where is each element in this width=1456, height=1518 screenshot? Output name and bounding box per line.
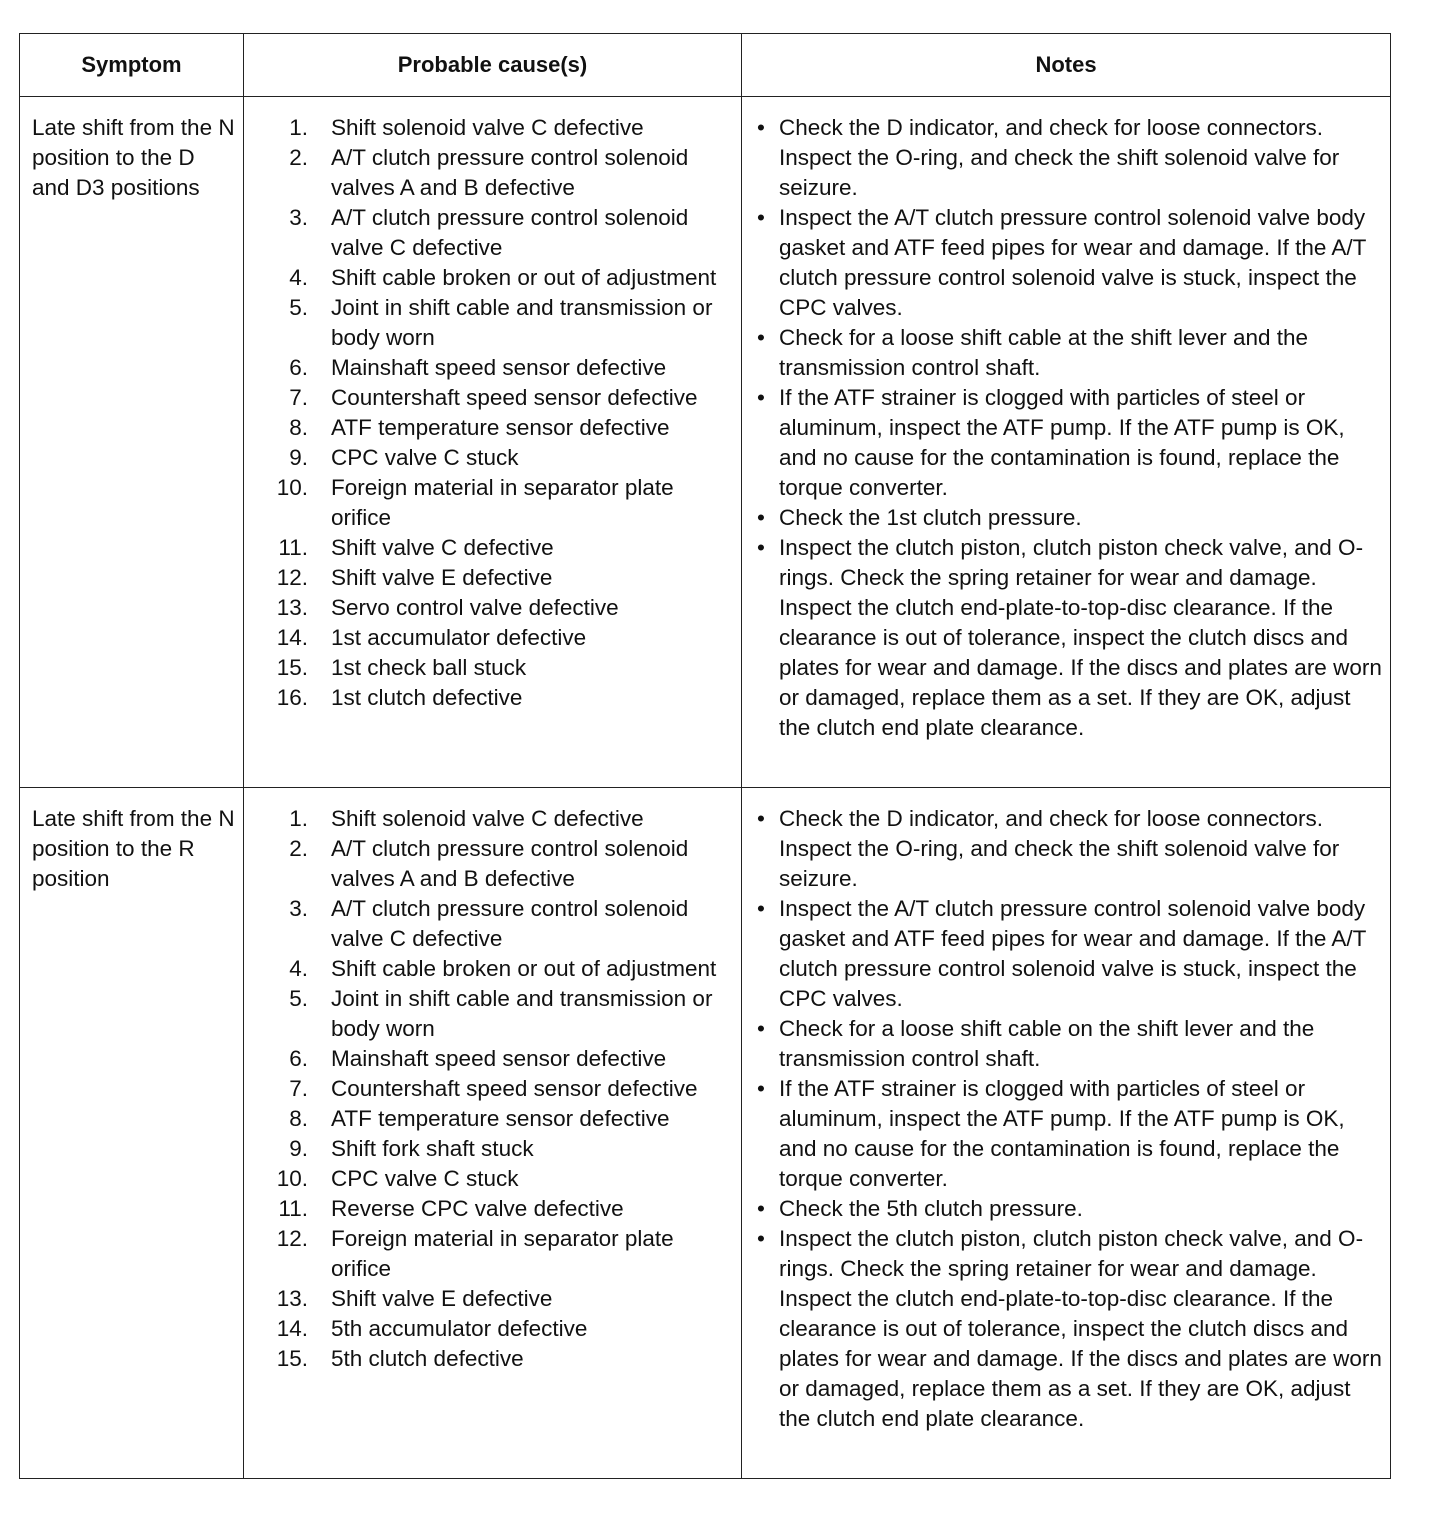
note-item xyxy=(742,1074,1382,1194)
cause-item xyxy=(244,1104,735,1134)
cause-item xyxy=(244,383,735,413)
notes-list xyxy=(742,97,1390,743)
note-item xyxy=(742,383,1382,503)
cause-item xyxy=(244,413,735,443)
cause-number: 6. xyxy=(289,1046,308,1071)
cause-number: 13. xyxy=(276,595,308,620)
cause-number: 3. xyxy=(289,896,308,921)
cause-text: Shift cable broken or out of adjustment xyxy=(331,956,717,981)
bullet-icon: • xyxy=(757,325,765,350)
symptom-cell xyxy=(20,97,244,788)
cause-number: 5. xyxy=(289,986,308,1011)
header-symptom: Symptom xyxy=(20,34,244,97)
cause-text: ATF temperature sensor defective xyxy=(331,1106,670,1131)
cause-text: Mainshaft speed sensor defective xyxy=(331,355,667,380)
cause-item xyxy=(244,894,735,954)
cause-text: 1st check ball stuck xyxy=(331,655,527,680)
cause-item xyxy=(244,143,735,203)
cause-text: Countershaft speed sensor defective xyxy=(331,385,698,410)
cause-text: Shift valve C defective xyxy=(331,535,554,560)
symptom-cell xyxy=(20,788,244,1479)
cause-text: Reverse CPC valve defective xyxy=(331,1196,624,1221)
notes-cell xyxy=(742,788,1391,1479)
cause-number: 8. xyxy=(289,1106,308,1131)
note-item xyxy=(742,894,1382,1014)
cause-number: 7. xyxy=(289,1076,308,1101)
cause-number: 4. xyxy=(289,956,308,981)
cause-text: A/T clutch pressure control solenoid valve C defective xyxy=(331,205,689,260)
cause-item xyxy=(244,1284,735,1314)
cause-number: 11. xyxy=(278,1196,308,1221)
cause-item xyxy=(244,834,735,894)
bullet-icon: • xyxy=(757,1076,765,1101)
cause-text: Foreign material in separator plate orifice xyxy=(331,475,674,530)
cause-number: 2. xyxy=(289,836,308,861)
cause-item xyxy=(244,1314,735,1344)
header-row xyxy=(20,34,1391,97)
cause-text: 5th accumulator defective xyxy=(331,1316,588,1341)
cause-item xyxy=(244,1074,735,1104)
cause-item xyxy=(244,533,735,563)
cause-item xyxy=(244,623,735,653)
cause-text: CPC valve C stuck xyxy=(331,445,519,470)
note-text: If the ATF strainer is clogged with particles of steel or aluminum, inspect the ATF pump. If the ATF pump is OK, and no cause for the contamination is found, replace the torque converter. xyxy=(779,385,1345,500)
cause-text: A/T clutch pressure control solenoid valve C defective xyxy=(331,896,689,951)
cause-item xyxy=(244,1194,735,1224)
note-item xyxy=(742,203,1382,323)
cause-number: 14. xyxy=(276,625,308,650)
troubleshooting-table xyxy=(19,33,1391,1479)
cause-text: Mainshaft speed sensor defective xyxy=(331,1046,667,1071)
cause-number: 12. xyxy=(276,565,308,590)
cause-item xyxy=(244,473,735,533)
causes-cell xyxy=(244,788,742,1479)
cause-number: 9. xyxy=(289,445,308,470)
bullet-icon: • xyxy=(757,896,765,921)
bullet-icon: • xyxy=(757,205,765,230)
note-item xyxy=(742,503,1382,533)
cause-text: 1st accumulator defective xyxy=(331,625,587,650)
cause-number: 2. xyxy=(289,145,308,170)
bullet-icon: • xyxy=(757,535,765,560)
cause-text: Shift valve E defective xyxy=(331,1286,553,1311)
bullet-icon: • xyxy=(757,115,765,140)
symptom-text: Late shift from the N position to the R position xyxy=(32,806,235,891)
cause-number: 11. xyxy=(278,535,308,560)
note-item xyxy=(742,1224,1382,1434)
cause-item xyxy=(244,353,735,383)
cause-list xyxy=(244,97,741,713)
notes-cell xyxy=(742,97,1391,788)
cause-item xyxy=(244,1344,735,1374)
note-item xyxy=(742,1014,1382,1074)
cause-item xyxy=(244,293,735,353)
note-item xyxy=(742,323,1382,383)
cause-number: 15. xyxy=(276,655,308,680)
cause-text: Shift solenoid valve C defective xyxy=(331,115,644,140)
note-item xyxy=(742,1194,1382,1224)
note-text: If the ATF strainer is clogged with particles of steel or aluminum, inspect the ATF pump. If the ATF pump is OK, and no cause for the contamination is found, replace the torque converter. xyxy=(779,1076,1345,1191)
causes-cell xyxy=(244,97,742,788)
note-item xyxy=(742,533,1382,743)
cause-item xyxy=(244,443,735,473)
cause-text: Countershaft speed sensor defective xyxy=(331,1076,698,1101)
table-row xyxy=(20,788,1391,1479)
symptom-text: Late shift from the N position to the D and D3 positions xyxy=(32,115,235,200)
cause-number: 1. xyxy=(289,806,308,831)
cause-number: 8. xyxy=(289,415,308,440)
cause-item xyxy=(244,683,735,713)
cause-item xyxy=(244,804,735,834)
note-text: Check for a loose shift cable at the shift lever and the transmission control shaft. xyxy=(779,325,1309,380)
cause-text: A/T clutch pressure control solenoid valves A and B defective xyxy=(331,836,689,891)
note-text: Inspect the clutch piston, clutch piston check valve, and O-rings. Check the spring retainer for wear and damage. Inspect the clutch end-plate-to-top-disc clearance. If the clearance is out of tolerance, inspect the clutch discs and plates for wear and damage. If the discs and plates are worn or damaged, replace them as a set. If they are OK, adjust the clutch end plate clearance. xyxy=(779,1226,1382,1431)
note-text: Inspect the clutch piston, clutch piston check valve, and O-rings. Check the spring retainer for wear and damage. Inspect the clutch end-plate-to-top-disc clearance. If the clearance is out of tolerance, inspect the clutch discs and plates for wear and damage. If the discs and plates are worn or damaged, replace them as a set. If they are OK, adjust the clutch end plate clearance. xyxy=(779,535,1382,740)
bullet-icon: • xyxy=(757,385,765,410)
cause-number: 5. xyxy=(289,295,308,320)
cause-text: Servo control valve defective xyxy=(331,595,619,620)
cause-text: Joint in shift cable and transmission or body worn xyxy=(331,986,713,1041)
table-row xyxy=(20,97,1391,788)
cause-item xyxy=(244,1134,735,1164)
bullet-icon: • xyxy=(757,1226,765,1251)
note-text: Check the 1st clutch pressure. xyxy=(779,505,1082,530)
note-text: Inspect the A/T clutch pressure control solenoid valve body gasket and ATF feed pipes for wear and damage. If the A/T clutch pressure control solenoid valve is stuck, inspect the CPC valves. xyxy=(779,205,1367,320)
header-notes: Notes xyxy=(742,34,1391,97)
cause-item xyxy=(244,1224,735,1284)
cause-text: Foreign material in separator plate orifice xyxy=(331,1226,674,1281)
cause-number: 10. xyxy=(276,1166,308,1191)
cause-item xyxy=(244,1044,735,1074)
note-text: Check for a loose shift cable on the shift lever and the transmission control shaft. xyxy=(779,1016,1315,1071)
cause-number: 4. xyxy=(289,265,308,290)
cause-item xyxy=(244,563,735,593)
cause-number: 14. xyxy=(276,1316,308,1341)
cause-text: CPC valve C stuck xyxy=(331,1166,519,1191)
cause-text: 5th clutch defective xyxy=(331,1346,524,1371)
note-item xyxy=(742,113,1382,203)
cause-number: 1. xyxy=(289,115,308,140)
cause-item xyxy=(244,203,735,263)
cause-number: 12. xyxy=(276,1226,308,1251)
note-text: Inspect the A/T clutch pressure control solenoid valve body gasket and ATF feed pipes for wear and damage. If the A/T clutch pressure control solenoid valve is stuck, inspect the CPC valves. xyxy=(779,896,1367,1011)
cause-text: Shift solenoid valve C defective xyxy=(331,806,644,831)
bullet-icon: • xyxy=(757,806,765,831)
cause-item xyxy=(244,984,735,1044)
cause-item xyxy=(244,113,735,143)
cause-text: ATF temperature sensor defective xyxy=(331,415,670,440)
note-text: Check the 5th clutch pressure. xyxy=(779,1196,1083,1221)
cause-number: 9. xyxy=(289,1136,308,1161)
cause-text: Shift cable broken or out of adjustment xyxy=(331,265,717,290)
header-probable-causes: Probable cause(s) xyxy=(244,34,742,97)
note-text: Check the D indicator, and check for loose connectors. Inspect the O-ring, and check the shift solenoid valve for seizure. xyxy=(779,806,1340,891)
cause-text: 1st clutch defective xyxy=(331,685,523,710)
bullet-icon: • xyxy=(757,505,765,530)
cause-list xyxy=(244,788,741,1374)
cause-number: 10. xyxy=(276,475,308,500)
notes-list xyxy=(742,788,1390,1434)
note-text: Check the D indicator, and check for loose connectors. Inspect the O-ring, and check the shift solenoid valve for seizure. xyxy=(779,115,1340,200)
cause-number: 6. xyxy=(289,355,308,380)
cause-text: A/T clutch pressure control solenoid valves A and B defective xyxy=(331,145,689,200)
cause-number: 16. xyxy=(276,685,308,710)
cause-text: Shift fork shaft stuck xyxy=(331,1136,534,1161)
cause-item xyxy=(244,954,735,984)
cause-number: 15. xyxy=(276,1346,308,1371)
bullet-icon: • xyxy=(757,1196,765,1221)
cause-item xyxy=(244,593,735,623)
bullet-icon: • xyxy=(757,1016,765,1041)
cause-text: Joint in shift cable and transmission or body worn xyxy=(331,295,713,350)
cause-item xyxy=(244,263,735,293)
note-item xyxy=(742,804,1382,894)
cause-number: 7. xyxy=(289,385,308,410)
cause-item xyxy=(244,1164,735,1194)
cause-number: 13. xyxy=(276,1286,308,1311)
cause-number: 3. xyxy=(289,205,308,230)
cause-item xyxy=(244,653,735,683)
cause-text: Shift valve E defective xyxy=(331,565,553,590)
